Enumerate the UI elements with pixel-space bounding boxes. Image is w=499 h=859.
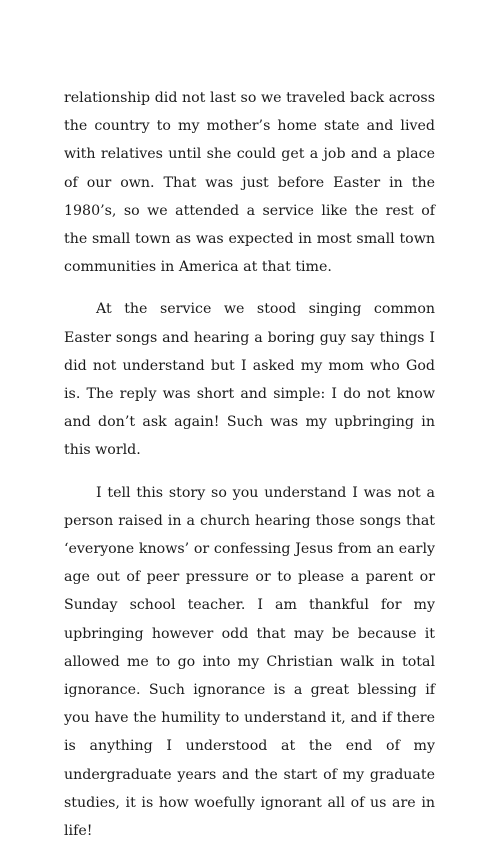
paragraph-easter-service: At the service we stood singing common Easter songs and hearing a boring guy say things I did not understand but I asked my mom who God is. The reply was short and simple: I do not know and don’t ask again! Such was my upbringing in this world. (64, 301, 435, 459)
paragraph-upbringing: I tell this story so you understand I was not a person raised in a church hearing those songs that ‘everyone knows’ or confessing Jesus from an early age out of peer pressure or to please a parent or Sunday school teacher. I am thankful for my upbringing however odd that may be because it allowed me to go into my Christian walk in total ignorance. Such ignorance is a great blessing if you have the humility to understand it, and if there is anything I understood at the end of my undergraduate years and the start of my graduate studies, it is how woefully ignorant all of us are in life! (64, 484, 435, 840)
paragraph-continued: relationship did not last so we traveled back across the country to my mother’s home state and lived with relatives until she could get a job and a place of our own. That was just before Easter in the 1980’s, so we attended a service like the rest of the small town as was expected in most small town communities in America at that time. (64, 90, 435, 276)
page-body (64, 84, 435, 859)
